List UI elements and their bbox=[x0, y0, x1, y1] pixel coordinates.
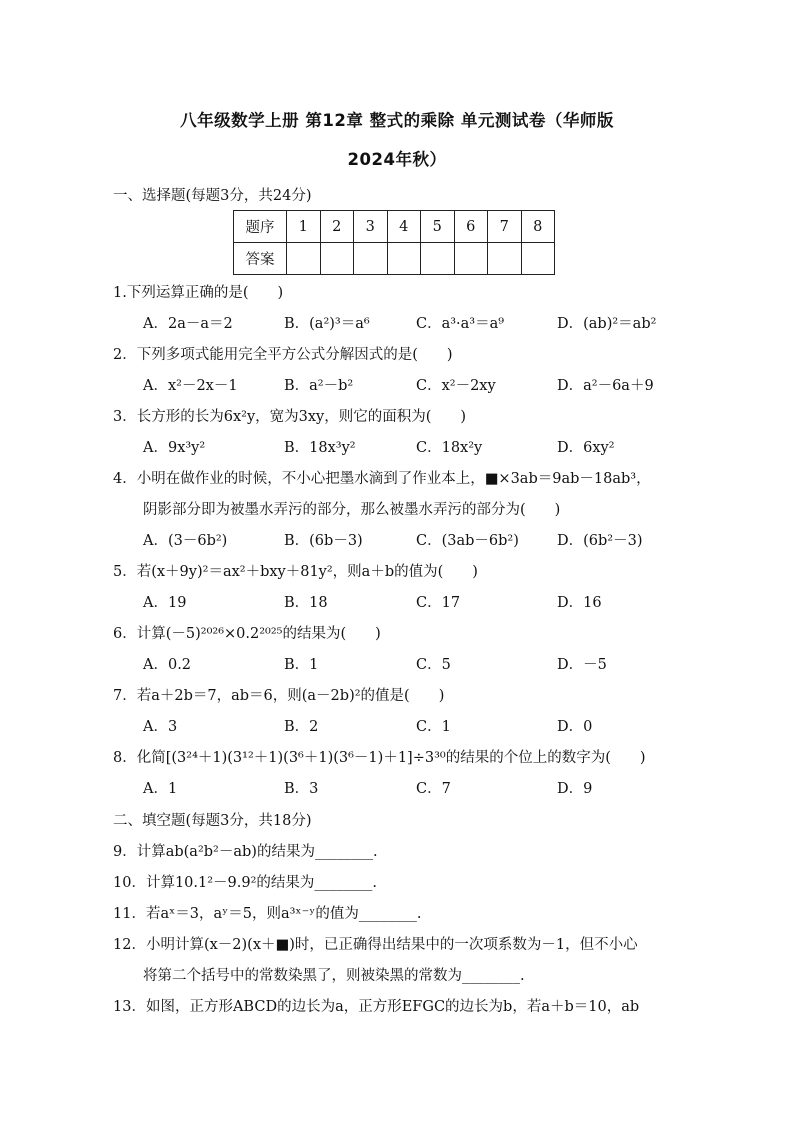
answer-table-answer-row bbox=[234, 243, 555, 275]
option-a: A．19 bbox=[143, 595, 187, 611]
table-number-cell: 8 bbox=[521, 211, 555, 243]
answer-table-header-row bbox=[234, 211, 555, 243]
option-a: A．x²－2x－1 bbox=[143, 378, 238, 394]
option-b: B．18 bbox=[284, 595, 328, 611]
option-d: D．(ab)²＝ab² bbox=[557, 316, 657, 332]
option-b: B．3 bbox=[284, 781, 319, 797]
option-d: D．9 bbox=[557, 781, 593, 797]
table-number-cell: 5 bbox=[421, 211, 455, 243]
question-2-stem: 2．下列多项式能用完全平方公式分解因式的是( ) bbox=[113, 347, 453, 363]
option-b: B．1 bbox=[284, 657, 319, 673]
question-10: 10．计算10.1²－9.9²的结果为________. bbox=[113, 875, 378, 891]
question-4-stem-continued: 阴影部分即为被墨水弄污的部分，那么被墨水弄污的部分为( ) bbox=[143, 502, 561, 518]
question-8-stem: 8．化简[(3²⁴＋1)(3¹²＋1)(3⁶＋1)(3⁶－1)＋1]÷3³⁰的结果的个位上的数字为( ) bbox=[113, 750, 646, 766]
table-number-cell: 2 bbox=[320, 211, 354, 243]
option-c: C．a³·a³＝a⁹ bbox=[416, 316, 505, 332]
table-number-cell: 7 bbox=[488, 211, 522, 243]
option-a: A．3 bbox=[143, 719, 178, 735]
answer-cell[interactable] bbox=[354, 243, 388, 275]
table-number-cell: 1 bbox=[287, 211, 321, 243]
option-d: D．16 bbox=[557, 595, 602, 611]
option-a: A．(3－6b²) bbox=[143, 533, 228, 549]
question-4-stem: 4．小明在做作业的时候，不小心把墨水滴到了作业本上，■×3ab＝9ab－18ab³， bbox=[113, 471, 651, 487]
table-number-cell: 4 bbox=[387, 211, 421, 243]
answer-cell[interactable] bbox=[421, 243, 455, 275]
option-b: B．18x³y² bbox=[284, 440, 356, 456]
option-d: D．0 bbox=[557, 719, 593, 735]
option-c: C．1 bbox=[416, 719, 451, 735]
option-c: C．18x²y bbox=[416, 440, 483, 456]
table-label-answer: 答案 bbox=[234, 243, 287, 275]
section-fill-heading: 二、填空题(每题3分，共18分) bbox=[113, 813, 312, 829]
question-12-continued: 将第二个括号中的常数染黑了，则被染黑的常数为________. bbox=[143, 968, 525, 984]
question-11: 11．若aˣ＝3，aʸ＝5，则a³ˣ⁻ʸ的值为________. bbox=[113, 906, 422, 922]
answer-cell[interactable] bbox=[454, 243, 488, 275]
option-a: A．0.2 bbox=[143, 657, 192, 673]
option-b: B．(6b－3) bbox=[284, 533, 363, 549]
question-12: 12．小明计算(x－2)(x＋■)时，已正确得出结果中的一次项系数为－1，但不小心 bbox=[113, 937, 638, 953]
option-a: A．1 bbox=[143, 781, 178, 797]
option-a: A．9x³y² bbox=[143, 440, 206, 456]
option-b: B．2 bbox=[284, 719, 319, 735]
question-9: 9．计算ab(a²b²－ab)的结果为________. bbox=[113, 844, 378, 860]
answer-table bbox=[233, 210, 555, 275]
exam-title-line2: 2024年秋） bbox=[347, 150, 447, 169]
option-d: D．6xy² bbox=[557, 440, 615, 456]
option-c: C．x²－2xy bbox=[416, 378, 496, 394]
section-choice-heading: 一、选择题(每题3分，共24分) bbox=[113, 188, 312, 204]
answer-cell[interactable] bbox=[287, 243, 321, 275]
answer-cell[interactable] bbox=[488, 243, 522, 275]
table-number-cell: 6 bbox=[454, 211, 488, 243]
option-d: D．(6b²－3) bbox=[557, 533, 643, 549]
question-5-stem: 5．若(x＋9y)²＝ax²＋bxy＋81y²，则a＋b的值为( ) bbox=[113, 564, 478, 580]
option-c: C．5 bbox=[416, 657, 451, 673]
answer-cell[interactable] bbox=[320, 243, 354, 275]
option-a: A．2a－a＝2 bbox=[143, 316, 233, 332]
answer-cell[interactable] bbox=[387, 243, 421, 275]
table-number-cell: 3 bbox=[354, 211, 388, 243]
option-c: C．(3ab－6b²) bbox=[416, 533, 519, 549]
exam-title-line1: 八年级数学上册 第12章 整式的乘除 单元测试卷（华师版 bbox=[180, 111, 614, 130]
option-b: B．(a²)³＝a⁶ bbox=[284, 316, 370, 332]
question-6-stem: 6．计算(－5)²⁰²⁶×0.2²⁰²⁵的结果为( ) bbox=[113, 626, 381, 642]
option-c: C．7 bbox=[416, 781, 451, 797]
question-7-stem: 7．若a＋2b＝7，ab＝6，则(a－2b)²的值是( ) bbox=[113, 688, 445, 704]
table-label-order: 题序 bbox=[234, 211, 287, 243]
option-d: D．－5 bbox=[557, 657, 607, 673]
answer-cell[interactable] bbox=[521, 243, 555, 275]
option-d: D．a²－6a＋9 bbox=[557, 378, 654, 394]
option-b: B．a²－b² bbox=[284, 378, 354, 394]
question-13: 13．如图，正方形ABCD的边长为a，正方形EFGC的边长为b，若a＋b＝10，ab bbox=[113, 999, 640, 1015]
option-c: C．17 bbox=[416, 595, 461, 611]
question-1-stem: 1.下列运算正确的是( ) bbox=[113, 285, 284, 301]
question-3-stem: 3．长方形的长为6x²y，宽为3xy，则它的面积为( ) bbox=[113, 409, 467, 425]
